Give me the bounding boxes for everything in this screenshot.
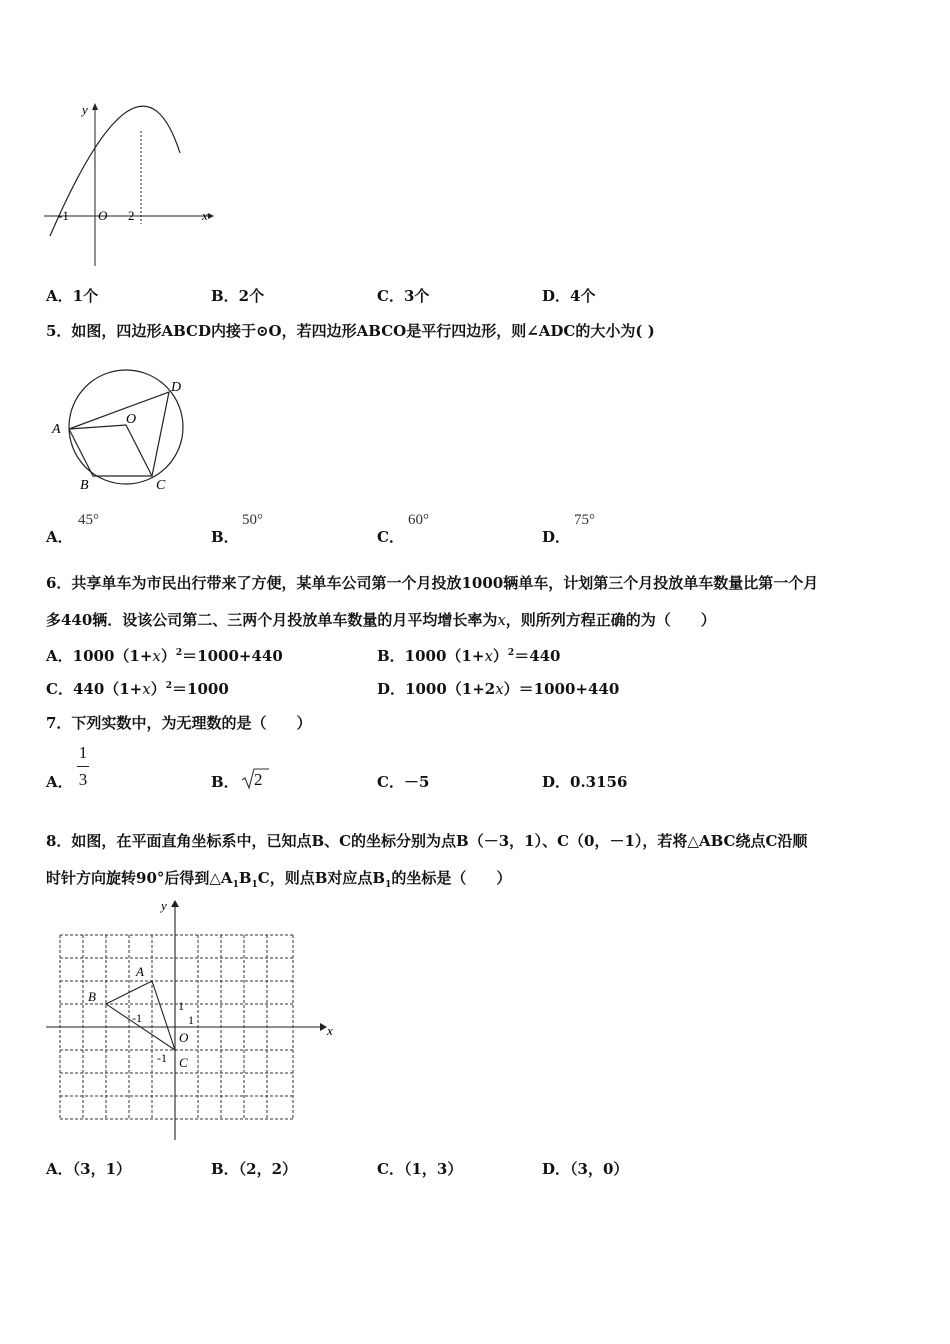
y-axis-arrow <box>171 900 179 907</box>
q7-option-c[interactable]: C．－5 <box>377 773 430 791</box>
label-o: O <box>179 1030 189 1045</box>
q5-option-b-value: 50° <box>242 512 263 528</box>
circle-o <box>69 370 183 484</box>
q7-option-a[interactable]: A． <box>46 773 73 791</box>
x-axis-arrow <box>208 213 214 219</box>
origin-label: O <box>98 208 108 223</box>
q6-stem-line2 <box>46 609 716 630</box>
q5-option-d[interactable]: D． <box>542 528 571 546</box>
label-a: A <box>52 422 61 437</box>
q7-stem: 7．下列实数中，为无理数的是（ ） <box>46 714 312 732</box>
q5-option-a-value: 45° <box>78 512 99 528</box>
q6-option-a[interactable]: A．$1000(1+x)^2=1000+440$ <box>46 647 283 665</box>
label-a: A <box>136 964 144 979</box>
q4-option-d[interactable]: D．4个 <box>542 287 596 305</box>
tick-2: 2 <box>128 208 135 223</box>
label-b: B <box>88 989 96 1004</box>
label-c: C <box>179 1055 188 1070</box>
label-d: D <box>171 380 182 395</box>
q5-circle-figure <box>46 365 196 493</box>
q4-option-c[interactable]: C．3个 <box>377 287 430 305</box>
y-label: y <box>82 102 88 117</box>
q7-option-b[interactable]: B． <box>211 773 239 791</box>
tick-neg1-y: -1 <box>157 1051 167 1065</box>
q5-option-d-value: 75° <box>574 512 595 528</box>
q7-fraction-numerator: 1 <box>78 743 88 762</box>
label-b: B <box>80 478 89 493</box>
x-label: x <box>202 208 208 223</box>
q5-option-c[interactable]: C． <box>377 528 404 546</box>
tick-neg1: -1 <box>58 208 69 223</box>
q8-coordinate-grid-figure <box>40 898 340 1144</box>
q6-option-b[interactable]: B．$1000(1+x)^2=440$ <box>377 647 561 665</box>
q5-option-b[interactable]: B． <box>211 528 239 546</box>
q6-option-c[interactable]: C．$440(1+x)^2=1000$ <box>46 680 229 698</box>
quadrilateral-abcd <box>69 392 169 476</box>
q4-option-a[interactable]: A．1个 <box>46 287 99 305</box>
q6-stem-part-b: ，则所列方程正确的为（ ） <box>505 611 716 629</box>
q4-parabola-graph <box>40 98 220 270</box>
tick-one-y: 1 <box>178 999 184 1013</box>
q6-option-d[interactable]: D．1000（1+2x）＝1000+440 <box>377 680 620 698</box>
label-x: x <box>327 1023 333 1038</box>
tick-one-x: 1 <box>188 1013 194 1027</box>
q6-stem-line1: 6．共享单车为市民出行带来了方便，某单车公司第一个月投放1000辆单车，计划第三个月投放单车数量比第一个月 <box>46 574 819 592</box>
y-axis-arrow <box>92 103 98 110</box>
label-o: O <box>126 412 137 427</box>
x-axis-arrow <box>320 1023 327 1031</box>
q8-option-a[interactable]: A．（3，1） <box>46 1160 132 1178</box>
q5-option-c-value: 60° <box>408 512 429 528</box>
q7-fraction-denominator: 3 <box>78 770 88 789</box>
q5-stem: 5．如图，四边形ABCD内接于⊙O，若四边形ABCO是平行四边形，则∠ADC的大小为( ) <box>46 322 655 340</box>
label-c: C <box>156 478 166 493</box>
tick-neg1-x: -1 <box>132 1011 142 1025</box>
q7-option-d[interactable]: D．0.3156 <box>542 773 628 791</box>
parabola-curve <box>50 106 180 236</box>
q8-option-b[interactable]: B．（2，2） <box>211 1160 298 1178</box>
label-y: y <box>161 898 167 913</box>
q7-radicand: 2 <box>254 770 263 789</box>
q6-stem-var: x <box>497 611 506 629</box>
segments-ao-oc <box>69 425 152 476</box>
q4-option-b[interactable]: B．2个 <box>211 287 265 305</box>
q8-stem-line2: 时针方向旋转90°后得到$\triangle A_1B_1C$，则点B对应点$B_1$的坐标是（ ） <box>46 869 512 890</box>
q6-stem-part-a: 多440辆．设该公司第二、三两个月投放单车数量的月平均增长率为 <box>46 611 498 629</box>
q8-stem-line1: 8．如图，在平面直角坐标系中，已知点B、C的坐标分别为点B（－3，1）、C（0，－1），若将△ABC绕点C沿顺 <box>46 832 808 850</box>
q8-option-c[interactable]: C．（1，3） <box>377 1160 463 1178</box>
q7-fraction-bar <box>77 766 89 767</box>
q8-option-d[interactable]: D．（3，0） <box>542 1160 629 1178</box>
q5-option-a[interactable]: A． <box>46 528 73 546</box>
